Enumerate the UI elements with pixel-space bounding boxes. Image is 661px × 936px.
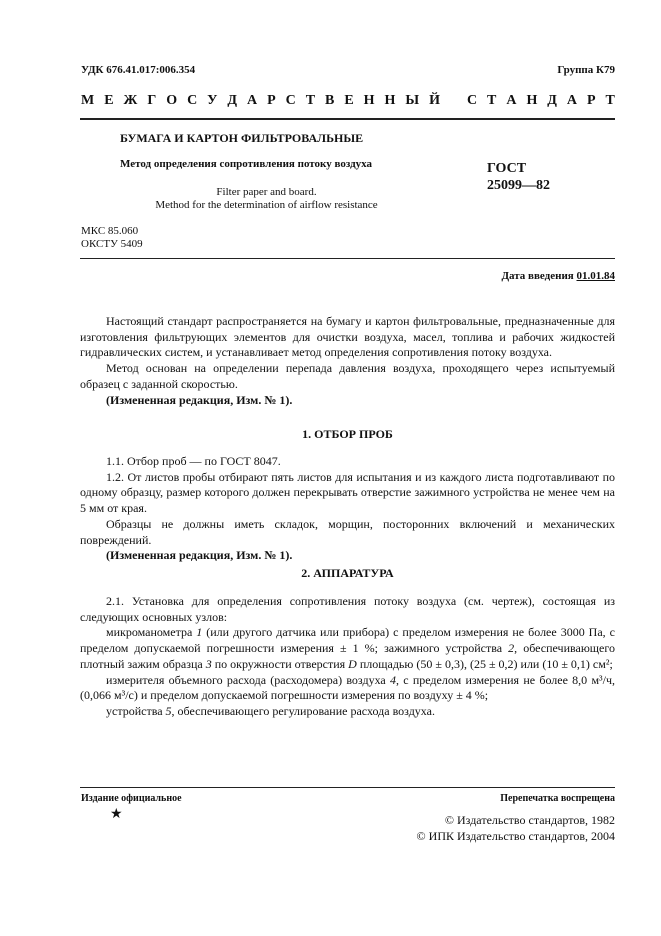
- copyright-block: [417, 812, 615, 844]
- section-2-paragraph-4: устройства 5, обеспечивающего регулирование расхода воздуха.: [106, 703, 435, 718]
- copyright-1982: © Издательство стандартов, 1982: [444, 813, 615, 827]
- copyright-2004: © ИПК Издательство стандартов, 2004: [416, 829, 615, 843]
- intro-amendment: (Измененная редакция, Изм. № 1).: [106, 392, 293, 407]
- reprint-prohibited-label: Перепечатка воспрещена: [500, 793, 615, 804]
- standard-letter: Д: [547, 93, 557, 108]
- date-label: Дата введения: [501, 270, 574, 282]
- standard-letter: С: [285, 93, 296, 108]
- english-title-line1: Filter paper and board.: [216, 186, 317, 198]
- document-title: БУМАГА И КАРТОН ФИЛЬТРОВАЛЬНЫЕ: [120, 131, 364, 145]
- standard-letter: Т: [305, 93, 316, 108]
- standard-letter: Н: [384, 93, 396, 108]
- okstu-code: ОКСТУ 5409: [81, 238, 143, 250]
- gost-label: ГОСТ: [487, 161, 527, 176]
- standard-letter: Т: [605, 93, 615, 108]
- standard-letter: Т: [487, 93, 497, 108]
- standard-letter: М: [81, 93, 95, 108]
- section-1-heading: 1. ОТБОР ПРОБ: [302, 427, 393, 441]
- standard-letter: Р: [267, 93, 276, 108]
- standard-letter: Ы: [405, 93, 420, 108]
- intro-paragraph-2: Метод основан на определении перепада давления воздуха, проходящего через испытуемый образец с заданной скоростью.: [80, 361, 615, 391]
- top-divider: [80, 118, 615, 120]
- introduction-date: [501, 270, 615, 282]
- standard-letter: Н: [363, 93, 375, 108]
- section-2-body: [80, 594, 615, 720]
- section-1-paragraph-3: Образцы не должны иметь складок, морщин, посторонних включений и механических повреждений.: [80, 516, 615, 547]
- footer-divider: [80, 787, 615, 788]
- standard-letter: Д: [227, 93, 238, 108]
- standard-letter: В: [325, 93, 335, 108]
- intro-paragraph-1: Настоящий стандарт распространяется на бумагу и картон фильтровальные, предназначенные для изготовления фильтрующих элементов для очистки воздуха, масел, топлива и рабочих жидкостей гидравлических систем, и устанавливает метод определения сопротивления потоку воздуха.: [80, 314, 615, 360]
- section-1-paragraph-2: 1.2. От листов пробы отбирают пять листов для испытания и из каждого листа подготавливают по одному образцу, размер которого должен перекрывать отверстие зажимного устройства не менее чем на 5 мм от края.: [80, 469, 615, 516]
- section-1-body: [80, 454, 615, 564]
- standard-letter: С: [187, 93, 198, 108]
- standard-letter: [450, 93, 457, 109]
- standard-letter: А: [247, 93, 258, 108]
- document-subtitle: Метод определения сопротивления потоку воздуха: [120, 158, 372, 170]
- standard-letter: Е: [104, 93, 114, 108]
- standard-letter: А: [506, 93, 517, 108]
- section-2-paragraph-2: микроманометра 1 (или другого датчика или прибора) с пределом измерения не более 3000 Па, с пределом допускаемой погрешности измерения ± 1 %; зажимного устройства 2, обеспечивающего плотный зажим образца 3 по окружности отверстия D площадью (50 ± 0,3), (25 ± 0,2) или (10 ± 0,1) см²;: [80, 625, 615, 671]
- standard-letter: Р: [587, 93, 596, 108]
- standard-letter: Г: [147, 93, 157, 108]
- standard-type-heading: [81, 93, 615, 109]
- section-2-paragraph-3: измерителя объемного расхода (расходомера) воздуха 4, с пределом измерения не более 8,0 м³/ч, (0,066 м³/с) и пределом допускаемой погрешности измерения по воздуху ± 4 %;: [80, 672, 616, 703]
- classification-codes: [81, 225, 143, 251]
- middle-divider: [80, 258, 615, 259]
- standard-letter: С: [466, 93, 478, 108]
- group-code: Группа К79: [557, 64, 615, 76]
- date-value: 01.01.84: [576, 270, 615, 282]
- intro-block: [80, 314, 615, 408]
- official-edition-label: Издание официальное: [81, 793, 182, 804]
- standard-letter: Ж: [123, 93, 138, 108]
- section-2-heading: 2. АППАРАТУРА: [301, 566, 394, 580]
- standard-letter: Й: [429, 93, 440, 108]
- standard-letter: У: [207, 93, 218, 108]
- section-1-paragraph-1: 1.1. Отбор проб — по ГОСТ 8047.: [106, 454, 281, 468]
- gost-number: 25099—82: [487, 178, 550, 193]
- udk-code: УДК 676.41.017:006.354: [81, 64, 196, 76]
- standard-letter: А: [566, 93, 578, 108]
- standard-letter: Н: [526, 93, 538, 108]
- mks-code: МКС 85.060: [81, 225, 139, 237]
- section-1-amendment: (Измененная редакция, Изм. № 1).: [106, 548, 293, 563]
- standard-letter: О: [166, 93, 178, 108]
- standard-letter: Е: [344, 93, 354, 108]
- section-2-paragraph-1: 2.1. Установка для определения сопротивления потоку воздуха (см. чертеж), состоящая из следующих основных узлов:: [80, 594, 615, 624]
- star-icon: ★: [110, 807, 123, 822]
- english-title-line2: Method for the determination of airflow resistance: [155, 199, 378, 211]
